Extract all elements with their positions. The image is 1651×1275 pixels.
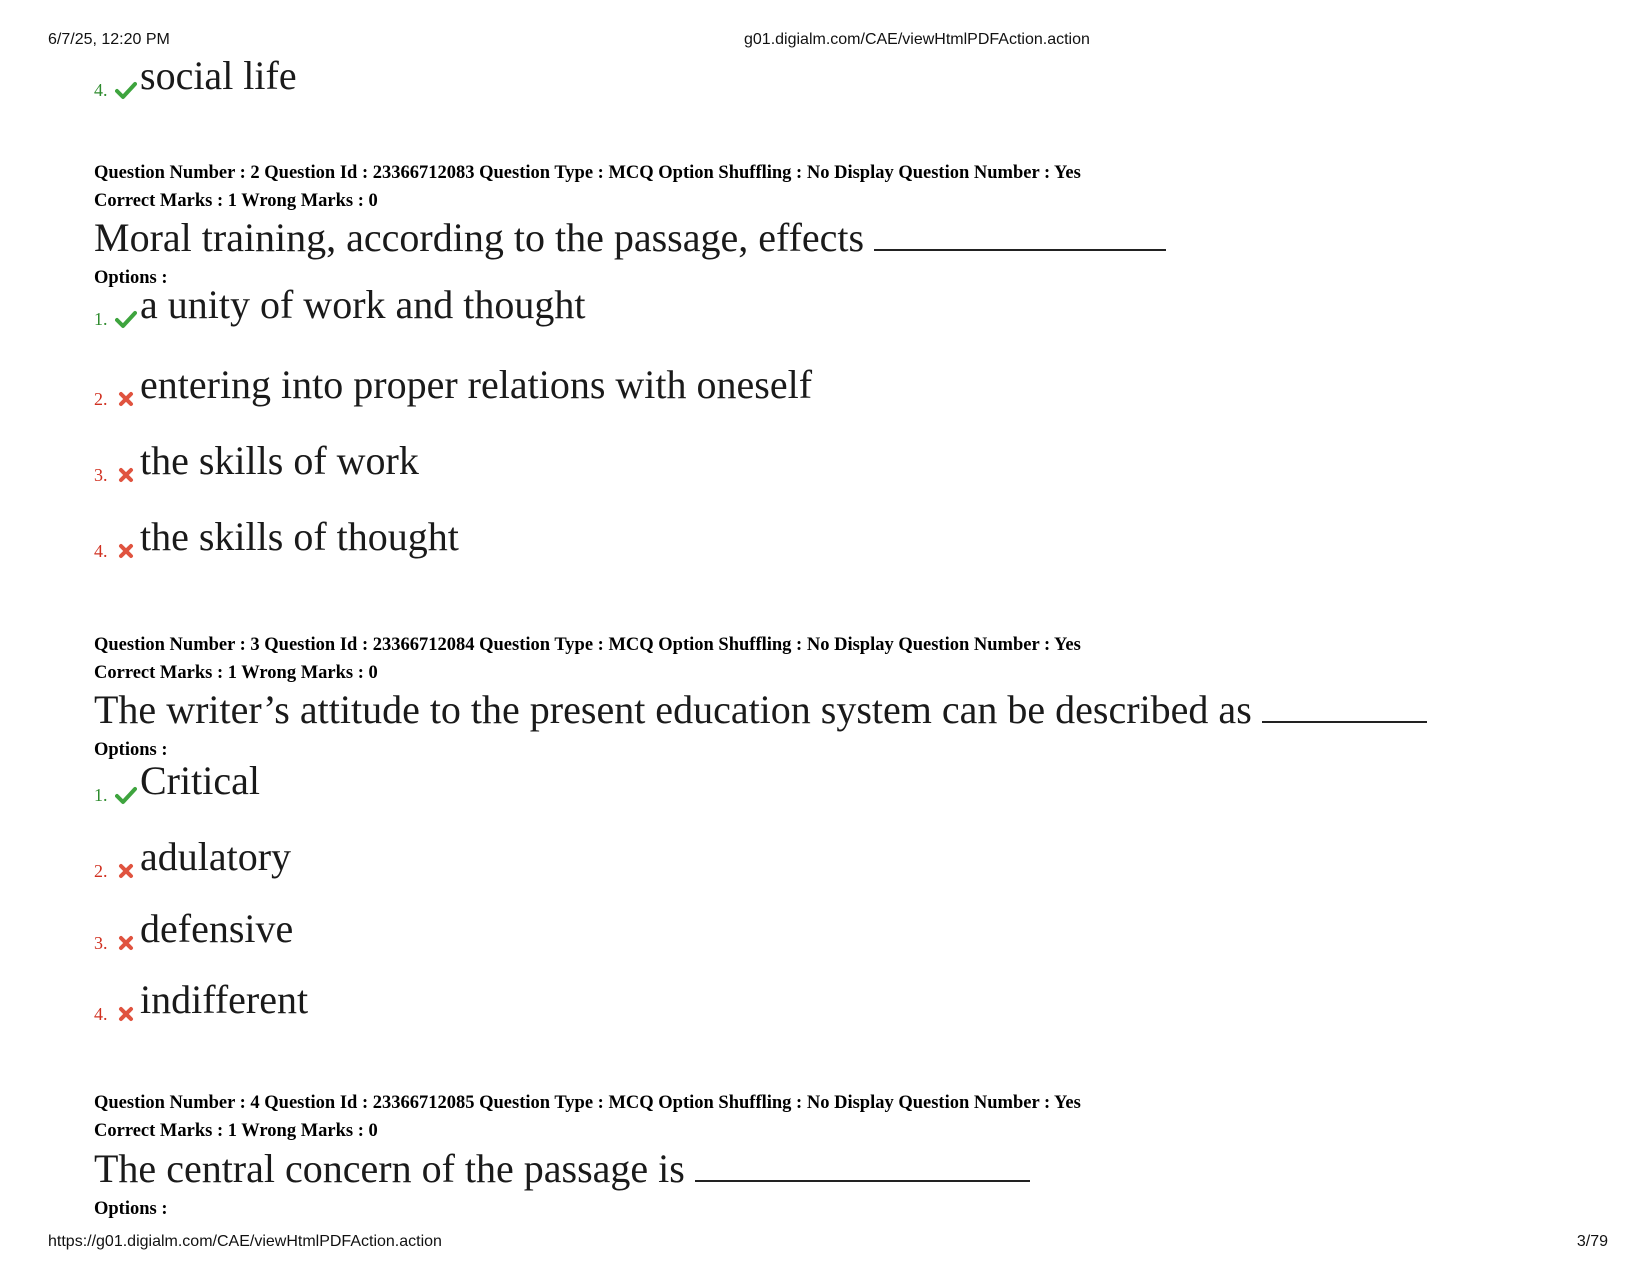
- question-text-content: The central concern of the passage is: [94, 1146, 685, 1191]
- question-text: [94, 214, 1166, 261]
- option-number: 1.: [94, 309, 108, 329]
- options-label: Options :: [94, 740, 168, 760]
- question-meta: Question Number : 3 Question Id : 23366712084 Question Type : MCQ Option Shuffling : No Display Question Number : Yes: [94, 635, 1081, 655]
- option-text: Critical: [140, 758, 260, 803]
- check-icon: [115, 784, 137, 806]
- question-text-content: Moral training, according to the passage, effects: [94, 215, 865, 260]
- check-icon: [115, 79, 137, 101]
- options-label: Options :: [94, 268, 168, 288]
- option-number: 4.: [94, 541, 108, 561]
- option-number: 3.: [94, 465, 108, 485]
- question-marks: Correct Marks : 1 Wrong Marks : 0: [94, 191, 378, 211]
- option-number: 2.: [94, 389, 108, 409]
- question-meta: Question Number : 4 Question Id : 23366712085 Question Type : MCQ Option Shuffling : No Display Question Number : Yes: [94, 1093, 1081, 1113]
- question-text: [94, 1145, 1030, 1192]
- answer-blank: [874, 219, 1166, 251]
- option-text: the skills of thought: [140, 514, 459, 559]
- cross-icon: [115, 1003, 137, 1025]
- cross-icon: [115, 464, 137, 486]
- option-text: social life: [140, 53, 297, 98]
- answer-blank: [695, 1150, 1030, 1182]
- print-url-top: g01.digialm.com/CAE/viewHtmlPDFAction.action: [744, 31, 1090, 48]
- option-text: adulatory: [140, 834, 292, 879]
- option-text: defensive: [140, 906, 294, 951]
- page-number: 3/79: [1576, 1233, 1608, 1250]
- option-number: 3.: [94, 933, 108, 953]
- option-number: 2.: [94, 861, 108, 881]
- answer-blank: [1262, 691, 1427, 723]
- options-label: Options :: [94, 1199, 168, 1219]
- cross-icon: [115, 860, 137, 882]
- print-url-footer: https://g01.digialm.com/CAE/viewHtmlPDFAction.action: [48, 1233, 442, 1250]
- print-datetime: 6/7/25, 12:20 PM: [48, 31, 170, 48]
- question-text: [94, 686, 1427, 733]
- option-number: 4.: [94, 80, 108, 100]
- question-marks: Correct Marks : 1 Wrong Marks : 0: [94, 1121, 378, 1141]
- option-text: a unity of work and thought: [140, 282, 586, 327]
- check-icon: [115, 308, 137, 330]
- cross-icon: [115, 540, 137, 562]
- question-meta: Question Number : 2 Question Id : 23366712083 Question Type : MCQ Option Shuffling : No Display Question Number : Yes: [94, 163, 1081, 183]
- question-text-content: The writer’s attitude to the present education system can be described as: [94, 687, 1252, 732]
- option-number: 4.: [94, 1004, 108, 1024]
- cross-icon: [115, 932, 137, 954]
- question-marks: Correct Marks : 1 Wrong Marks : 0: [94, 663, 378, 683]
- option-text: indifferent: [140, 977, 309, 1022]
- cross-icon: [115, 388, 137, 410]
- option-number: 1.: [94, 785, 108, 805]
- option-text: the skills of work: [140, 438, 419, 483]
- option-text: entering into proper relations with oneself: [140, 362, 813, 407]
